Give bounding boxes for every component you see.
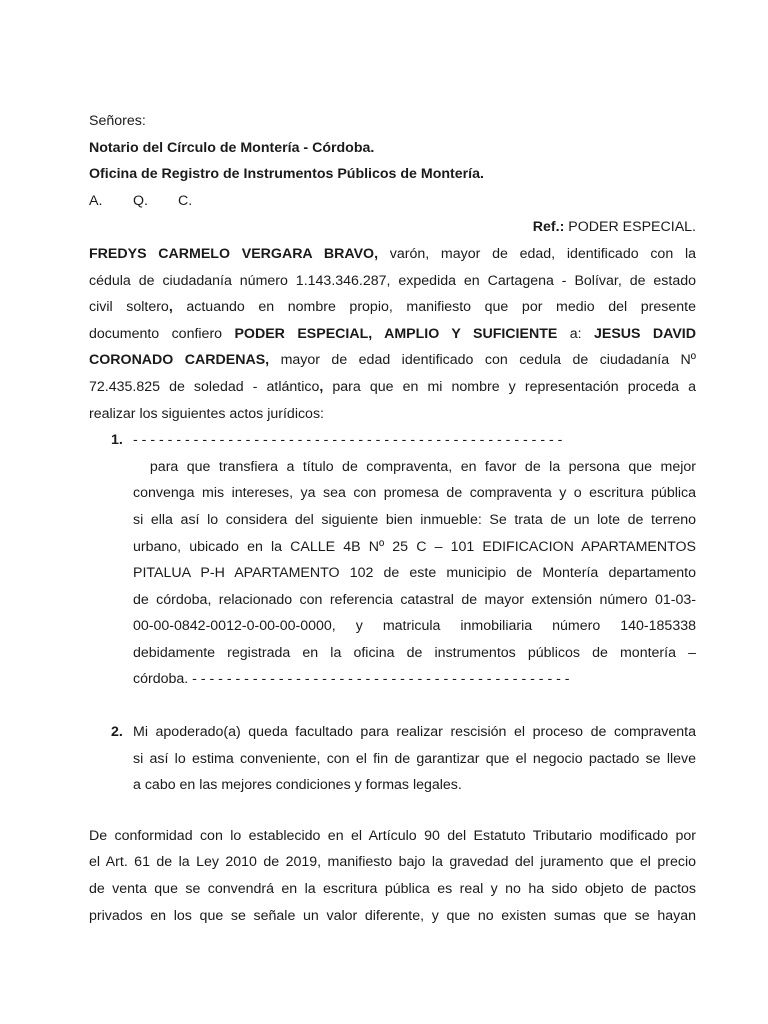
item1-line-7: 00-00-0842-0012-0-00-00-0000, y matricula inmobiliaria número 140-185338: [133, 618, 696, 635]
item1-line-2: convenga mis intereses, ya sea con promesa de compraventa y o escritura pública: [133, 485, 696, 502]
recipient-registry: Oficina de Registro de Instrumentos Públicos de Montería.: [89, 166, 484, 183]
intro-line-6: [89, 374, 696, 401]
intro-line-4-a: documento confiero: [89, 325, 235, 342]
intro-line-6-a: 72.435.825 de soledad - atlántico: [89, 378, 320, 395]
document-body: [89, 108, 696, 929]
salutation: Señores:: [89, 113, 146, 129]
item1-line-5: PITALUA P-H APARTAMENTO 102 de este municipio de Montería departamento: [133, 565, 696, 582]
list-number-1: 1.: [111, 432, 123, 449]
intro-line-3-a: civil soltero: [89, 299, 169, 316]
attorney-name-2: CORONADO CARDENAS,: [89, 352, 270, 369]
aqc-q: Q.: [133, 192, 148, 209]
item2-line-3: a cabo en las mejores condiciones y formas legales.: [133, 777, 462, 794]
item1-line-6: de córdoba, relacionado con referencia catastral de mayor extensión número 01-03-: [133, 591, 696, 608]
item1-line-8: debidamente registrada en la oficina de instrumentos públicos de montería –: [133, 644, 696, 661]
item1-dashes: - - - - - - - - - - - - - - - - - - - - - - - - - - - - - - - - - - - - - - - - - - - - - - - - - -: [133, 432, 563, 449]
item1-line-1: para que transfiera a título de compraventa, en favor de la persona que mejor: [133, 458, 696, 475]
item2-line-1: Mi apoderado(a) queda facultado para realizar rescisión el proceso de compraventa: [133, 724, 696, 741]
ref-value: PODER ESPECIAL.: [564, 219, 696, 236]
intro-line-3-comma: ,: [168, 299, 173, 316]
intro-line-5: [89, 347, 696, 374]
ref-label: Ref.:: [532, 219, 565, 236]
intro-line-2: cédula de ciudadanía número 1.143.346.287, expedida en Cartagena - Bolívar, de estado: [89, 272, 696, 289]
intro-line-4-c: a:: [557, 325, 594, 342]
spacer: [89, 799, 696, 823]
reference-line: [89, 214, 696, 241]
closing-line-4: privados en los que se señale un valor diferente, y que no existen sumas que se hayan: [89, 907, 696, 924]
intro-line-1: [89, 241, 696, 268]
list-item-1: [89, 427, 696, 693]
attorney-name-1: JESUS DAVID: [593, 325, 696, 342]
spacer: [89, 693, 696, 719]
power-type: PODER ESPECIAL, AMPLIO Y SUFICIENTE: [234, 325, 558, 342]
closing-line-2: el Art. 61 de la Ley 2010 de 2019, manifiesto bajo la gravedad del juramento que el precio: [89, 854, 696, 871]
intro-line-5-b: mayor de edad identificado con cedula de ciudadanía Nº: [269, 352, 696, 369]
intro-line-6-comma: ,: [319, 378, 324, 395]
recipient-notary: Notario del Círculo de Montería - Córdoba.: [89, 139, 375, 156]
intro-line-3-b: actuando en nombre propio, manifiesto que por medio del presente: [172, 299, 697, 316]
intro-line-1-text: varón, mayor de edad, identificado con la: [378, 245, 696, 262]
aqc-a: A.: [89, 192, 103, 209]
list-number-2: 2.: [111, 724, 123, 741]
intro-line-6-b: para que en mi nombre y representación proceda a: [323, 378, 696, 395]
closing-line-3: de venta que se convendrá en la escritura pública es real y no ha sido objeto de pactos: [89, 881, 696, 898]
item1-line-9: córdoba. - - - - - - - - - - - - - - - - - - - - - - - - - - - - - - - - - - - - - - - - - - - -: [133, 671, 570, 688]
intro-line-7: realizar los siguientes actos jurídicos:: [89, 405, 324, 422]
item2-line-2: si así lo estima conveniente, con el fin de garantizar que el negocio pactado se lleve: [133, 750, 696, 767]
item1-line-4: urbano, ubicado en la CALLE 4B Nº 25 C – 101 EDIFICACION APARTAMENTOS: [133, 538, 696, 555]
item1-line-3: si ella así lo considera del siguiente bien inmueble: Se trata de un lote de terreno: [133, 511, 696, 528]
closing-paragraph: [89, 823, 696, 929]
aqc-line: [89, 188, 696, 215]
intro-line-3: [89, 294, 696, 321]
list-item-2: [89, 719, 696, 799]
grantor-name: FREDYS CARMELO VERGARA BRAVO,: [89, 245, 379, 262]
intro-line-4: [89, 321, 696, 348]
intro-paragraph: [89, 241, 696, 427]
closing-line-1: De conformidad con lo establecido en el Artículo 90 del Estatuto Tributario modificado por: [89, 827, 696, 844]
aqc-c: C.: [178, 192, 193, 209]
